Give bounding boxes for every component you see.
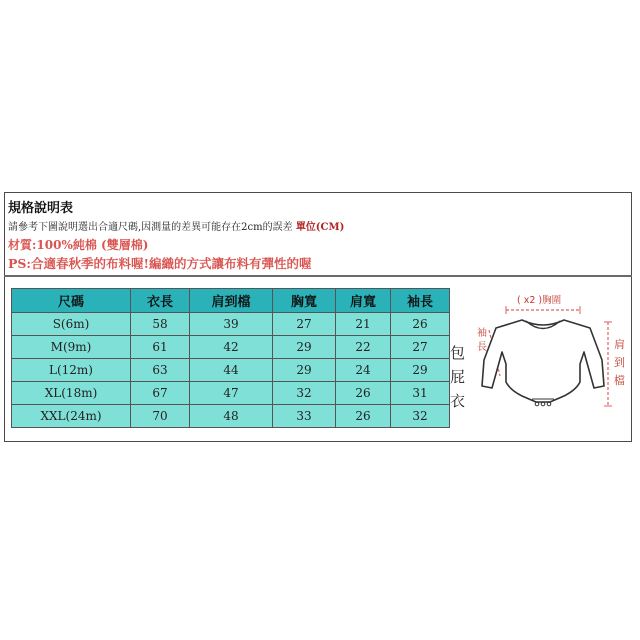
- bodysuit-diagram: [444, 290, 630, 435]
- table-row: [12, 405, 450, 428]
- cell-sleeve: 27: [391, 336, 450, 359]
- table-row: [12, 336, 450, 359]
- cell-shoulder: 24: [336, 359, 391, 382]
- table-row: [12, 382, 450, 405]
- header-length: 衣長: [131, 289, 190, 313]
- measurement-note: [8, 218, 344, 233]
- cell-sleeve: 32: [391, 405, 450, 428]
- divider: [4, 275, 632, 277]
- cell-shoulder: 26: [336, 405, 391, 428]
- garment-label-1: 包: [450, 344, 466, 362]
- sleeve-label-2: 長: [477, 342, 487, 353]
- header-size: 尺碼: [12, 289, 131, 313]
- cell-size: M(9m): [12, 336, 131, 359]
- cell-chest: 29: [273, 359, 336, 382]
- header-sleeve: 袖長: [391, 289, 450, 313]
- cell-length: 58: [131, 313, 190, 336]
- cell-length: 61: [131, 336, 190, 359]
- cell-shoulder: 22: [336, 336, 391, 359]
- bodysuit-outline: [482, 320, 604, 402]
- cell-chest: 33: [273, 405, 336, 428]
- cell-length: 67: [131, 382, 190, 405]
- garment-label-3: 衣: [450, 392, 466, 410]
- cell-size: XL(18m): [12, 382, 131, 405]
- sleeve-label-1: 袖: [477, 328, 487, 339]
- material-text: 材質:100%純棉 (雙層棉): [8, 238, 149, 252]
- cell-size: S(6m): [12, 313, 131, 336]
- cell-chest: 32: [273, 382, 336, 405]
- cell-sleeve: 26: [391, 313, 450, 336]
- cell-shoulder: 26: [336, 382, 391, 405]
- size-table: [11, 288, 450, 428]
- cell-size: L(12m): [12, 359, 131, 382]
- spec-title: 規格說明表: [8, 201, 74, 216]
- note-text: 請參考下圖說明選出合適尺碼,因測量的差異可能存在2cm的誤差: [8, 222, 293, 233]
- cell-sleeve: 29: [391, 359, 450, 382]
- chest-label: ( x2 )胸圍: [517, 295, 562, 306]
- cell-shoulder-crotch: 42: [190, 336, 273, 359]
- cell-size: XXL(24m): [12, 405, 131, 428]
- shoulder-crotch-label-2: 到: [614, 356, 625, 369]
- cell-chest: 27: [273, 313, 336, 336]
- cell-shoulder-crotch: 47: [190, 382, 273, 405]
- shoulder-crotch-label-1: 肩: [614, 338, 625, 351]
- cell-chest: 29: [273, 336, 336, 359]
- cell-shoulder-crotch: 39: [190, 313, 273, 336]
- ps-note: PS:合適春秋季的布料喔!編織的方式讓布料有彈性的喔: [8, 256, 312, 271]
- table-row: [12, 359, 450, 382]
- header-shoulder-crotch: 肩到檔: [190, 289, 273, 313]
- unit-label: 單位(CM): [295, 222, 345, 233]
- cell-shoulder-crotch: 48: [190, 405, 273, 428]
- cell-length: 63: [131, 359, 190, 382]
- header-shoulder: 肩寬: [336, 289, 391, 313]
- shoulder-crotch-label-3: 檔: [614, 374, 625, 387]
- cell-sleeve: 31: [391, 382, 450, 405]
- garment-label-2: 屁: [450, 368, 466, 386]
- table-header-row: [12, 289, 450, 313]
- cell-shoulder: 21: [336, 313, 391, 336]
- header-chest: 胸寬: [273, 289, 336, 313]
- table-row: [12, 313, 450, 336]
- cell-length: 70: [131, 405, 190, 428]
- cell-shoulder-crotch: 44: [190, 359, 273, 382]
